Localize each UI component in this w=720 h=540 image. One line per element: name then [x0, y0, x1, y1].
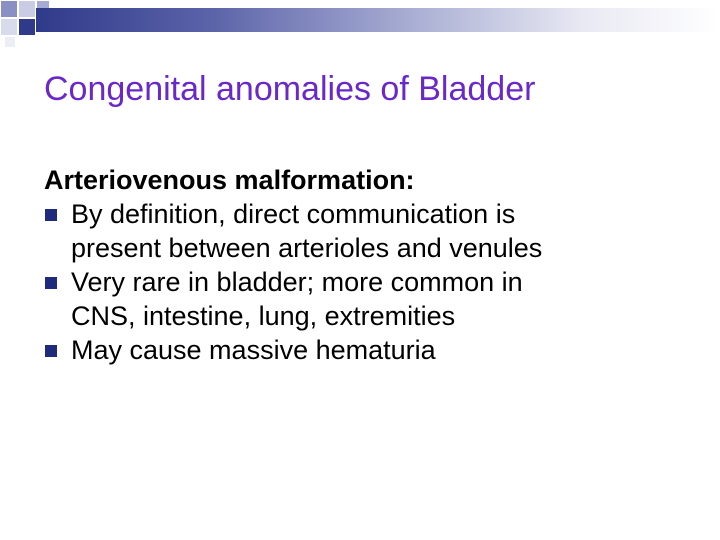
decor-square: [0, 18, 18, 36]
slide-content: [44, 163, 684, 367]
bullet-list: [44, 197, 684, 367]
decor-square: [4, 36, 16, 48]
decor-gradient-bar: [36, 8, 720, 32]
bullet-item: [44, 333, 684, 367]
decor-square: [18, 18, 36, 36]
bullet-line: CNS, intestine, lung, extremities: [71, 301, 456, 331]
bullet-line: Very rare in bladder; more common in: [71, 267, 523, 297]
square-bullet-icon: [45, 345, 57, 357]
decor-square: [18, 0, 36, 18]
section-heading: Arteriovenous malformation:: [44, 165, 415, 195]
square-bullet-icon: [45, 209, 57, 221]
bullet-line: May cause massive hematuria: [71, 335, 436, 365]
bullet-item: [44, 197, 684, 265]
decor-square: [0, 0, 18, 18]
bullet-item: [44, 265, 684, 333]
bullet-line: present between arterioles and venules: [71, 233, 543, 263]
square-bullet-icon: [45, 277, 57, 289]
bullet-line: By definition, direct communication is: [71, 199, 516, 229]
slide-title: Congenital anomalies of Bladder: [44, 70, 536, 108]
